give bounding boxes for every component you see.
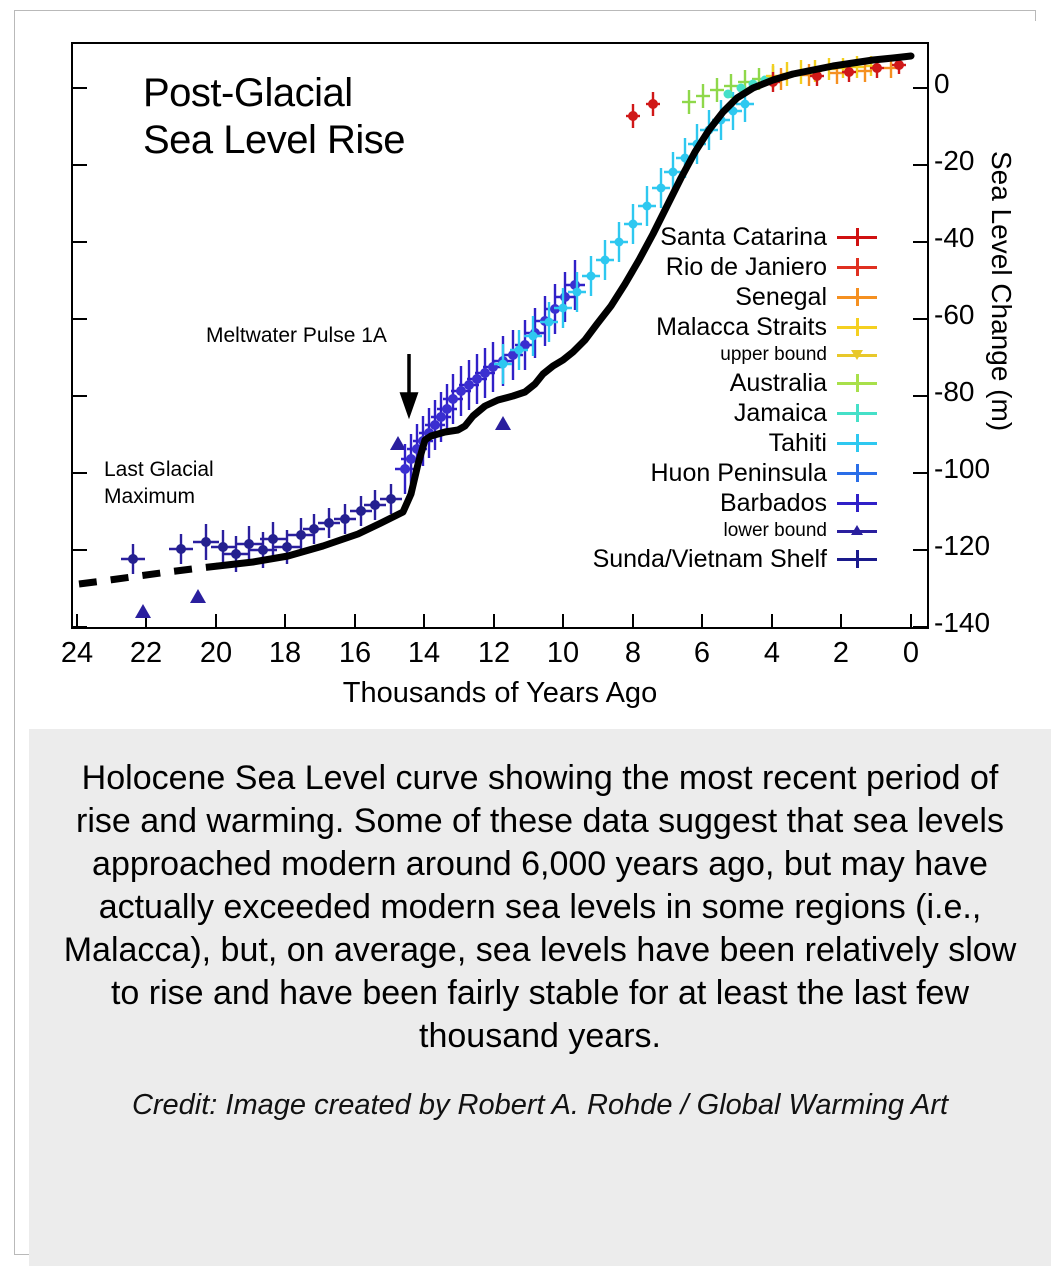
x-tick-22: 22 xyxy=(129,637,163,669)
legend-marker-cross-icon xyxy=(835,316,879,338)
legend-marker-cross-icon xyxy=(835,432,879,454)
caption-block xyxy=(29,729,1051,1266)
y-tick--100: -100 xyxy=(934,453,991,484)
x-tick-18: 18 xyxy=(268,637,302,669)
y-tick--20: -20 xyxy=(934,145,975,176)
legend-marker-triangle-up-icon xyxy=(835,520,879,542)
legend-item-sunda-vietnam-shelf xyxy=(549,544,879,574)
legend-item-australia xyxy=(549,368,879,398)
last-glacial-maximum-label xyxy=(104,456,214,510)
caption-body: Holocene Sea Level curve showing the most recent period of rise and warming. Some of these data suggest that sea levels approached modern around 6,000 years ago, but may have actually exceeded modern sea levels in some regions (i.e., Malacca), but, on average, sea levels have been relatively slow to rise and have been fairly stable for at least the last few thousand years. xyxy=(63,759,1017,1055)
y-axis-label: Sea Level Change (m) xyxy=(986,151,1017,432)
legend-item-lower-bound xyxy=(549,518,879,544)
plot-area xyxy=(71,42,929,629)
legend-item-rio-de-janiero xyxy=(549,252,879,282)
legend-marker-cross-icon xyxy=(835,256,879,278)
legend-marker-cross-icon xyxy=(835,548,879,570)
y-tick--40: -40 xyxy=(934,222,975,253)
legend-label-jamaica: Jamaica xyxy=(733,398,827,427)
y-tick--80: -80 xyxy=(934,376,975,407)
legend-label-huon-peninsula: Huon Peninsula xyxy=(650,458,827,487)
legend-marker-cross-icon xyxy=(835,402,879,424)
x-tick-12: 12 xyxy=(477,637,511,669)
y-tick--140: -140 xyxy=(934,607,991,638)
chart-title-line2: Sea Level Rise xyxy=(143,118,406,162)
sea-level-curve-dashed xyxy=(79,566,218,584)
chart-title xyxy=(143,70,405,164)
chart-legend xyxy=(549,222,879,574)
image-frame xyxy=(14,10,1036,1255)
caption-credit: Credit: Image created by Robert A. Rohde / Global Warming Art xyxy=(131,1089,949,1121)
legend-item-jamaica xyxy=(549,398,879,428)
legend-marker-cross-icon xyxy=(835,462,879,484)
legend-item-santa-catarina xyxy=(549,222,879,252)
x-tick-4: 4 xyxy=(763,637,781,669)
legend-label-australia: Australia xyxy=(729,368,827,397)
legend-label-upper-bound: upper bound xyxy=(720,344,827,365)
x-tick-8: 8 xyxy=(624,637,642,669)
y-tick--60: -60 xyxy=(934,299,975,330)
x-tick-0: 0 xyxy=(902,637,920,669)
x-tick-10: 10 xyxy=(546,637,580,669)
lgm-line1: Last Glacial xyxy=(104,458,214,481)
legend-label-santa-catarina: Santa Catarina xyxy=(660,222,827,251)
x-tick-6: 6 xyxy=(693,637,711,669)
x-tick-20: 20 xyxy=(199,637,233,669)
legend-item-upper-bound xyxy=(549,342,879,368)
lgm-line2: Maximum xyxy=(104,485,196,508)
legend-marker-cross-icon xyxy=(835,226,879,248)
y-tick--120: -120 xyxy=(934,530,991,561)
legend-item-barbados xyxy=(549,488,879,518)
legend-item-senegal xyxy=(549,282,879,312)
legend-marker-cross-icon xyxy=(835,492,879,514)
legend-label-tahiti: Tahiti xyxy=(768,428,827,457)
meltwater-pulse-label: Meltwater Pulse 1A xyxy=(206,324,387,347)
legend-marker-triangle-down-icon xyxy=(835,344,879,366)
x-axis-tick-labels xyxy=(60,637,929,673)
figure-area xyxy=(29,21,1051,729)
legend-label-sunda-vietnam-shelf: Sunda/Vietnam Shelf xyxy=(592,544,827,573)
meltwater-arrow xyxy=(402,354,416,414)
x-tick-2: 2 xyxy=(832,637,850,669)
legend-item-huon-peninsula xyxy=(549,458,879,488)
legend-marker-cross-icon xyxy=(835,372,879,394)
legend-marker-cross-icon xyxy=(835,286,879,308)
x-tick-24: 24 xyxy=(60,637,94,669)
x-tick-16: 16 xyxy=(338,637,372,669)
legend-label-malacca-straits: Malacca Straits xyxy=(656,312,827,341)
legend-item-malacca-straits xyxy=(549,312,879,342)
x-tick-14: 14 xyxy=(407,637,441,669)
legend-label-barbados: Barbados xyxy=(719,488,827,517)
legend-label-senegal: Senegal xyxy=(735,282,827,311)
x-axis-label: Thousands of Years Ago xyxy=(342,677,658,709)
legend-item-tahiti xyxy=(549,428,879,458)
chart-title-line1: Post-Glacial xyxy=(143,71,353,115)
legend-label-rio-de-janiero: Rio de Janiero xyxy=(665,252,827,281)
y-tick-0: 0 xyxy=(934,68,950,99)
legend-label-lower-bound: lower bound xyxy=(723,520,827,541)
